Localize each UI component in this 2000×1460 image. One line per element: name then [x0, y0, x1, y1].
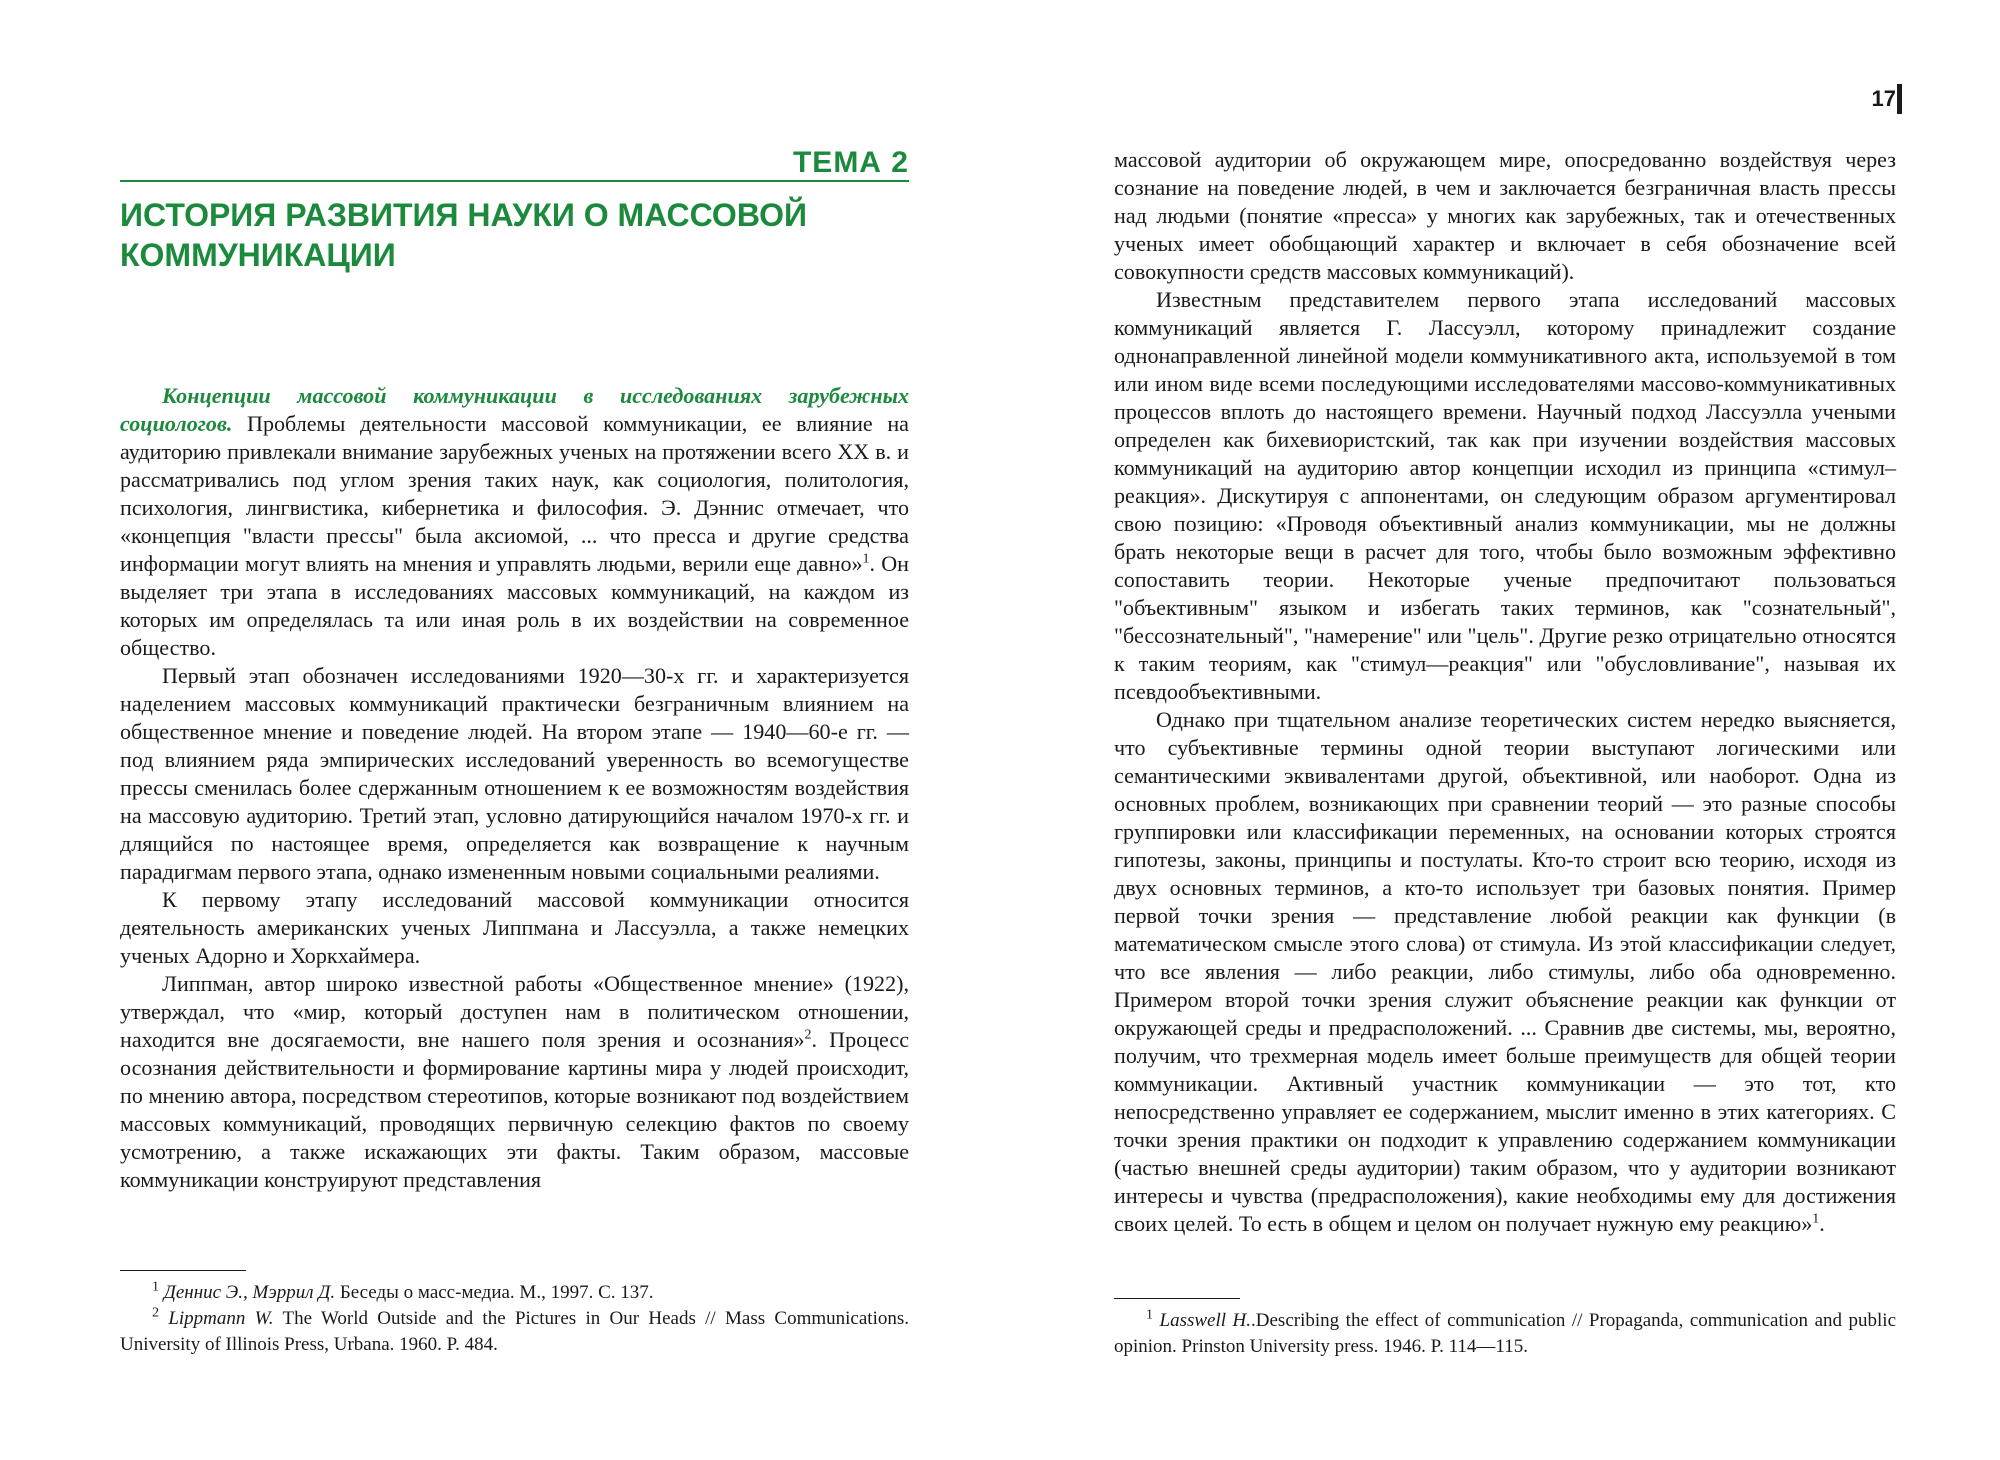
right-body-text [1114, 146, 1896, 1238]
footnote-rule [1114, 1298, 1240, 1299]
title-rule [120, 180, 909, 182]
paragraph-text: . Процесс осознания действительности и формирование картины мира у людей происходит, по мнению автора, посредством стереотипов, которые возникают под воздействием массовых коммуникаций, проводящих первичную селекцию фактов по своему усмотрению, а также искажающих эти факты. Таким образом, массовые коммуникации конструируют представления [120, 1027, 909, 1192]
footnote-number: 1 [152, 1279, 159, 1295]
section-heading: Концепции массовой коммуникации в исследованиях зарубежных социологов. [120, 383, 909, 436]
footnote-author: Деннис Э., Мэррил Д. [163, 1282, 336, 1303]
page-marker [1897, 84, 1902, 114]
paragraph-text: Проблемы деятельности массовой коммуникации, ее влияние на аудиторию привлекали внимание зарубежных ученых на протяжении всего XX в. и рассматривались под углом зрения таких наук, как социология, политология, психология, лингвистика, кибернетика и философия. Э. Дэннис отмечает, что «концепция "власти прессы" была аксиомой, ... что пресса и другие средства информации могут влиять на мнения и управлять людьми, верили еще давно» [120, 411, 909, 576]
paragraph-text: Липпман, автор широко известной работы «Общественное мнение» (1922), утверждал, что «мир, который доступен нам в политическом отношении, находится вне досягаемости, вне нашего поля зрения и осознания» [120, 971, 909, 1052]
footnote-text: The World Outside and the Pictures in Our Heads // Mass Communications. University of Illinois Press, Urbana. 1960. P. 484. [120, 1308, 909, 1355]
footnote-text: .Describing the effect of communication // Propaganda, communication and public opinion. Prinston University press. 1946. P. 114—115. [1114, 1310, 1897, 1357]
paragraph-text: . [1819, 1211, 1825, 1236]
left-footnotes [120, 1280, 909, 1358]
paragraph [120, 382, 909, 662]
paragraph-text: Однако при тщательном анализе теоретических систем нередко выясняется, что субъективные термины одной теории выступают логическими или семантическими эквивалентами другой, объективной, или наоборот. Одна из основных проблем, возникающих при сравнении теорий — это разные способы группировки или классификации переменных, на основании которых строятся гипотезы, законы, принципы и постулаты. Кто-то строит всю теорию, исходя из двух основных терминов, а кто-то использует три базовых понятия. Пример первой точки зрения — представление любой реакции как функции (в математическом смысле этого слова) от стимула. Из этой классификации следует, что все явления — либо реакции, либо стимулы, либо оба одновременно. Примером второй точки зрения служит объяснение реакции как функции от окружающей среды и предрасположений. ... Сравнив две системы, мы, вероятно, получим, что трехмерная модель имеет больше преимуществ для общей теории коммуникации. Активный участник коммуникации — это тот, кто непосредственно управляет ее содержанием, мыслит именно в этих категориях. С точки зрения практики он подходит к управлению содержанием коммуникации (частью внешней среды аудитории) таким образом, что у аудитории возникают интересы и чувства (предрасположения), какие необходимы ему для достижения своих целей. То есть в общем и целом он получает нужную ему реакцию» [1114, 707, 1896, 1236]
footnote-author: Lasswell H. [1159, 1310, 1252, 1331]
footnote-number: 2 [152, 1305, 159, 1321]
paragraph [1114, 706, 1896, 1238]
footnote-rule [120, 1270, 246, 1271]
right-footnotes [1114, 1308, 1896, 1360]
paragraph: К первому этапу исследований массовой коммуникации относится деятельность американских ученых Липпмана и Лассуэлла, а также немецких ученых Адорно и Хоркхаймера. [120, 887, 909, 968]
paragraph [120, 970, 909, 1194]
paragraph: массовой аудитории об окружающем мире, опосредованно воздействуя через сознание на поведение людей, в чем и заключается безграничная власть прессы над людьми (понятие «пресса» у многих как зарубежных, так и отечественных ученых имеет обобщающий характер и включает в себя обозначение всей совокупности средств массовых коммуникаций). [1114, 147, 1896, 284]
paragraph-text: . Он выделяет три этапа в исследованиях массовых коммуникаций, на каждом из которых им определялась та или иная роль в их воздействии на современное общество. [120, 551, 909, 660]
footnote-number: 1 [1146, 1307, 1153, 1323]
right-page [1000, 0, 2000, 1460]
footnote-ref: 1 [862, 551, 870, 567]
left-body-text [120, 382, 909, 1194]
theme-label: ТЕМА 2 [792, 146, 909, 179]
footnote-ref: 2 [804, 1027, 812, 1043]
footnote [120, 1306, 909, 1358]
chapter-title: ИСТОРИЯ РАЗВИТИЯ НАУКИ О МАССОВОЙ КОММУНИКАЦИИ [120, 197, 808, 273]
page-number: 17 [1871, 86, 1896, 111]
footnote-ref: 1 [1812, 1211, 1820, 1227]
paragraph: Первый этап обозначен исследованиями 1920—30-х гг. и характеризуется наделением массовых коммуникаций практически безграничным влиянием на общественное мнение и поведение людей. На втором этапе — 1940—60-е гг. — под влиянием ряда эмпирических исследований уверенность во всемогуществе прессы сменилась более сдержанным отношением к ее возможностям воздействия на массовую аудиторию. Третий этап, условно датирующийся началом 1970-х гг. и длящийся по настоящее время, определяется как возвращение к научным парадигмам первого этапа, однако измененным новыми социальными реалиями. [120, 663, 909, 884]
footnote-author: Lippmann W. [168, 1308, 274, 1329]
paragraph: Известным представителем первого этапа исследований массовых коммуникаций является Г. Лассуэлл, которому принадлежит создание однонаправленной линейной модели коммуникативного акта, используемой в том или ином виде всеми последующими исследователями массово-коммуникативных процессов вплоть до настоящего времени. Научный подход Лассуэлла учеными определен как бихевиористский, так как при изучении воздействия массовых коммуникаций на аудиторию автор концепции исходил из принципа «стимул–реакция». Дискутируя с аппонентами, он следующим образом аргументировал свою позицию: «Проводя объективный анализ коммуникации, мы не должны брать некоторые вещи в расчет для того, чтобы было возможным эффективно сопоставить теории. Некоторые ученые предпочитают пользоваться "объективным" языком и избегать таких терминов, как "сознательный", "бессознательный", "намерение" или "цель". Другие резко отрицательно относятся к таким теориям, как "стимул—реакция" или "обусловливание", называя их псевдообъективными. [1114, 287, 1896, 704]
footnote [120, 1280, 909, 1306]
footnote-text: Беседы о масс-медиа. М., 1997. С. 137. [339, 1282, 654, 1303]
footnote [1114, 1308, 1896, 1360]
